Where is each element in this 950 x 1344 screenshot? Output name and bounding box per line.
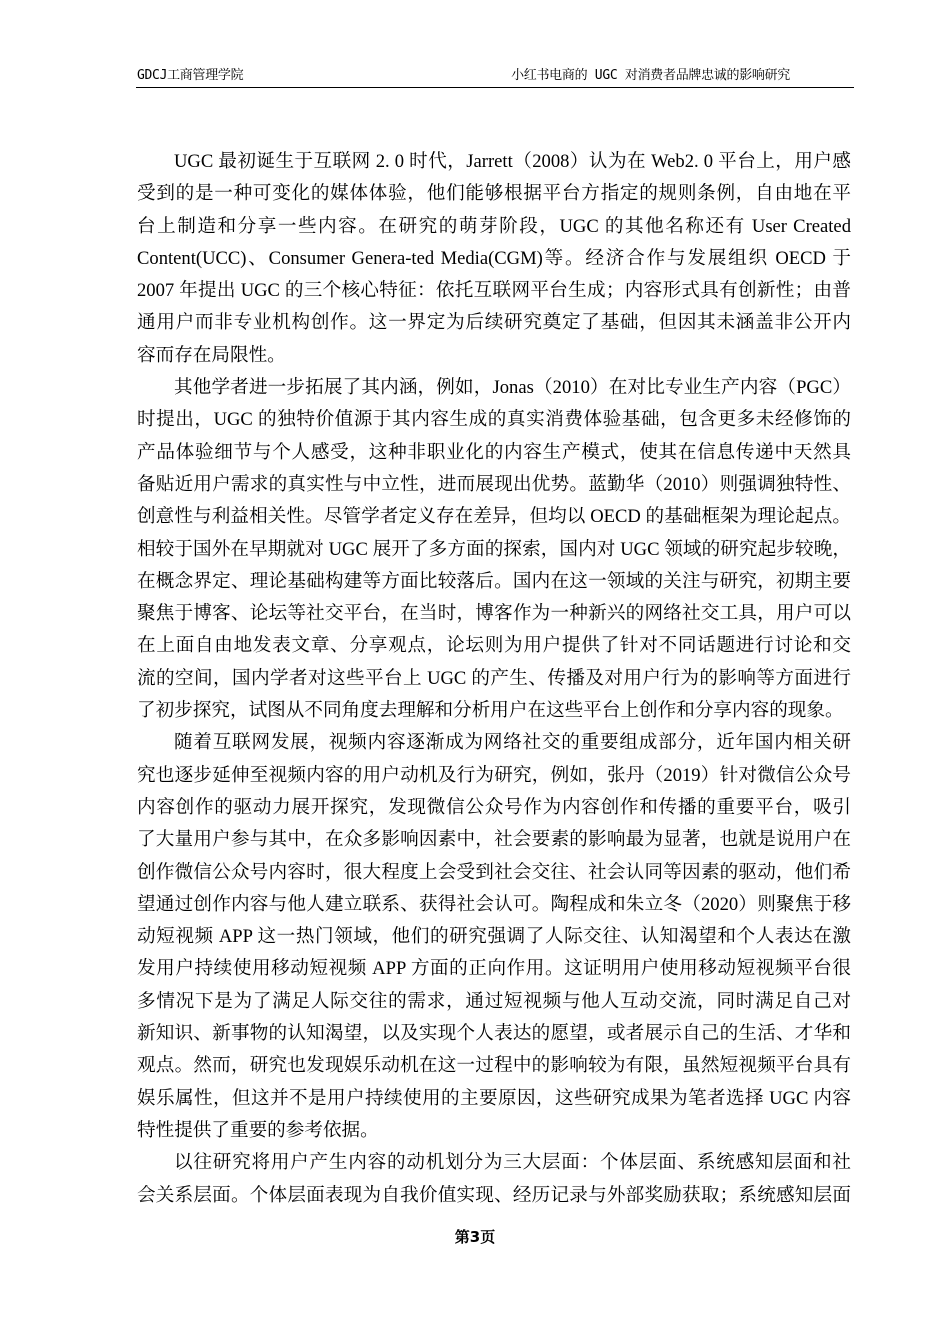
paragraph <box>137 727 851 1147</box>
text-line: 其他学者进一步拓展了其内涵，例如，Jonas（2010）在对比专业生产内容（PGC） <box>174 377 851 399</box>
page-number: 第3页 <box>454 1228 496 1246</box>
text-line: 了初步探究，试图从不同角度去理解和分析用户在这些平台上创作和分享内容的现象。 <box>137 700 844 722</box>
text-line: 多情况下是为了满足人际交往的需求，通过短视频与他人互动交流，同时满足自己对 <box>137 990 851 1012</box>
text-line: 创作微信公众号内容时，很大程度上会受到社会交往、社会认同等因素的驱动，他们希 <box>137 861 851 883</box>
text-line: 望通过创作内容与他人建立联系、获得社会认可。陶程成和朱立冬（2020）则聚焦于移 <box>137 893 851 915</box>
text-line: 相较于国外在早期就对 UGC 展开了多方面的探索，国内对 UGC 领域的研究起步较晚， <box>137 538 851 560</box>
text-line: 新知识、新事物的认知渴望，以及实现个人表达的愿望，或者展示自己的生活、才华和 <box>137 1023 851 1045</box>
header-thesis-title: 小红书电商的 UGC 对消费者品牌忠诚的影响研究 <box>511 68 790 83</box>
text-line: 动短视频 APP 这一热门领域，他们的研究强调了人际交往、认知渴望和个人表达在激 <box>137 926 851 948</box>
text-line: 了大量用户参与其中，在众多影响因素中，社会要素的影响最为显著，也就是说用户在 <box>137 829 851 851</box>
text-line: 内容创作的驱动力展开探究，发现微信公众号作为内容创作和传播的重要平台，吸引 <box>137 796 851 818</box>
paragraph <box>137 146 851 372</box>
text-line: 发用户持续使用移动短视频 APP 方面的正向作用。这证明用户使用移动短视频平台很 <box>137 958 851 980</box>
text-line: 时提出，UGC 的独特价值源于其内容生成的真实消费体验基础，包含更多未经修饰的 <box>137 409 851 431</box>
text-line: 通用户而非专业机构创作。这一界定为后续研究奠定了基础，但因其未涵盖非公开内 <box>137 312 851 334</box>
header-divider <box>136 87 854 88</box>
text-line: 备贴近用户需求的真实性与中立性，进而展现出优势。蓝勤华（2010）则强调独特性、 <box>137 473 851 495</box>
text-line: 以往研究将用户产生内容的动机划分为三大层面：个体层面、系统感知层面和社 <box>174 1152 851 1174</box>
text-line: 台上制造和分享一些内容。在研究的萌芽阶段，UGC 的其他名称还有 User Created <box>137 215 851 237</box>
text-line: 究也逐步延伸至视频内容的用户动机及行为研究，例如，张丹（2019）针对微信公众号 <box>137 764 851 786</box>
document-body <box>137 146 851 1212</box>
text-line: 会关系层面。个体层面表现为自我价值实现、经历记录与外部奖励获取；系统感知层面 <box>137 1184 851 1206</box>
header-institution: GDCJ工商管理学院 <box>137 68 244 83</box>
text-line: 娱乐属性，但这并不是用户持续使用的主要原因，这些研究成果为笔者选择 UGC 内容 <box>137 1087 851 1109</box>
text-line: Content(UCC)、Consumer Genera-ted Media(CGM)等。经济合作与发展组织 OECD 于 <box>137 247 851 269</box>
text-line: 随着互联网发展，视频内容逐渐成为网络社交的重要组成部分，近年国内相关研 <box>174 732 851 754</box>
paragraph <box>137 1147 851 1212</box>
text-line: 聚焦于博客、论坛等社交平台，在当时，博客作为一种新兴的网络社交工具，用户可以 <box>137 603 851 625</box>
text-line: 流的空间，国内学者对这些平台上 UGC 的产生、传播及对用户行为的影响等方面进行 <box>137 667 851 689</box>
text-line: UGC 最初诞生于互联网 2. 0 时代，Jarrett（2008）认为在 Web2. 0 平台上，用户感 <box>174 151 851 172</box>
text-line: 观点。然而，研究也发现娱乐动机在这一过程中的影响较为有限，虽然短视频平台具有 <box>137 1055 851 1077</box>
text-line: 特性提供了重要的参考依据。 <box>137 1119 379 1141</box>
paragraph <box>137 372 851 727</box>
text-line: 在概念界定、理论基础构建等方面比较落后。国内在这一领域的关注与研究，初期主要 <box>137 570 851 592</box>
text-line: 创意性与利益相关性。尽管学者定义存在差异，但均以 OECD 的基础框架为理论起点。 <box>137 506 851 528</box>
text-line: 2007 年提出 UGC 的三个核心特征：依托互联网平台生成；内容形式具有创新性；由普 <box>137 280 851 302</box>
text-line: 产品体验细节与个人感受，这种非职业化的内容生产模式，使其在信息传递中天然具 <box>137 441 851 463</box>
text-line: 受到的是一种可变化的媒体体验，他们能够根据平台方指定的规则条例，自由地在平 <box>137 183 851 205</box>
text-line: 在上面自由地发表文章、分享观点，论坛则为用户提供了针对不同话题进行讨论和交 <box>137 635 851 657</box>
text-line: 容而存在局限性。 <box>137 344 286 366</box>
